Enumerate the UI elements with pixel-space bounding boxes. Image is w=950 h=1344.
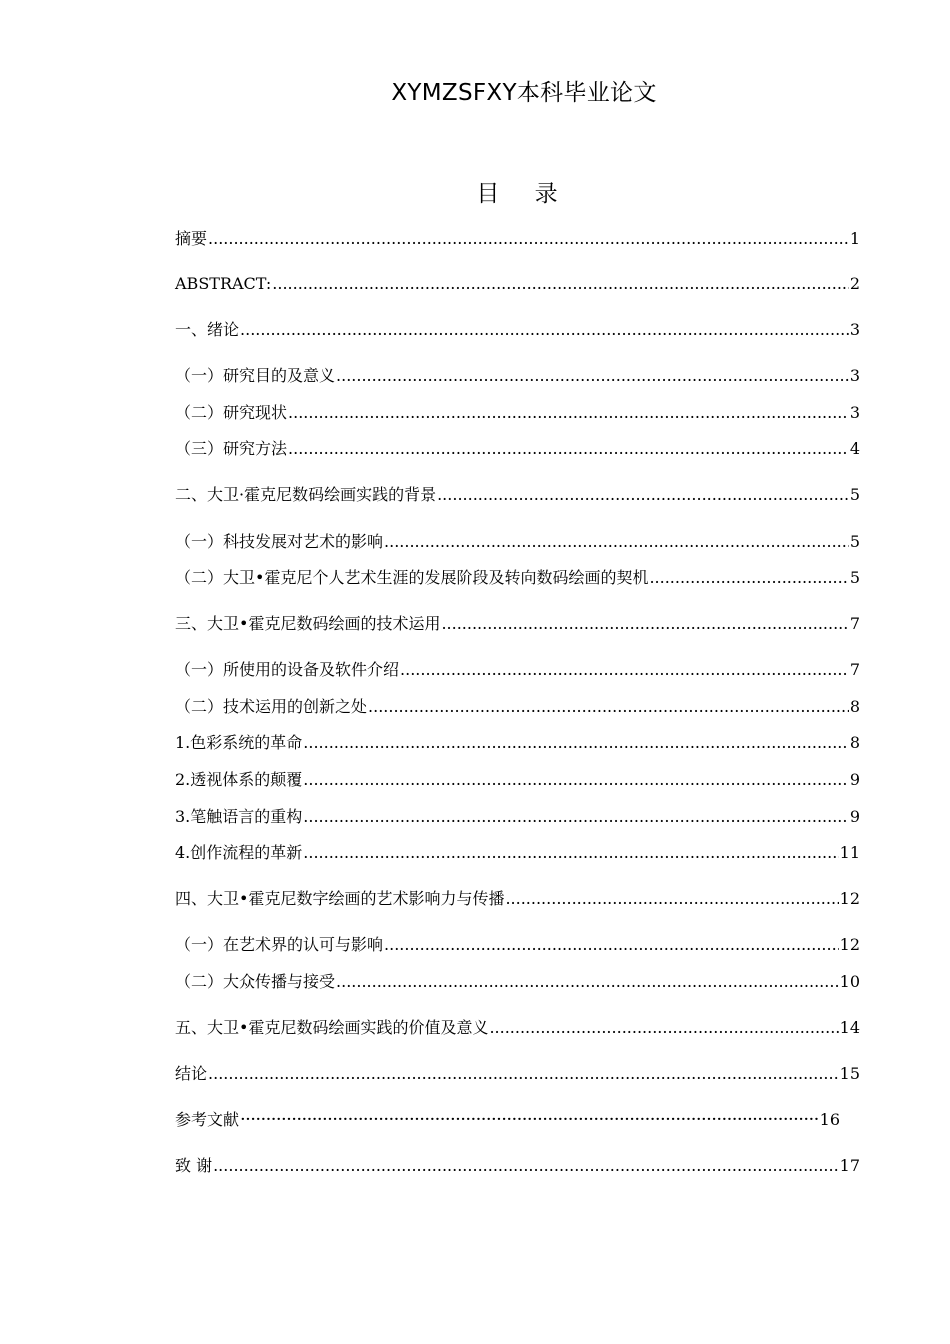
toc-entry-page: 8 xyxy=(849,733,860,752)
toc-entry-page: 3 xyxy=(849,403,860,422)
toc-entry-label: （一）在艺术界的认可与影响 xyxy=(175,935,384,954)
toc-entry-label: （一）所使用的设备及软件介绍 xyxy=(175,660,400,679)
dot-leader xyxy=(272,272,849,296)
toc-entry-page: 9 xyxy=(849,807,860,826)
dot-leader xyxy=(208,1062,839,1086)
toc-entry-conclusion[interactable] xyxy=(175,1062,860,1086)
toc-entry-page: 5 xyxy=(849,568,860,587)
toc-entry-label: （二）技术运用的创新之处 xyxy=(175,697,368,716)
toc-entry-label: （三）研究方法 xyxy=(175,439,288,458)
toc-entry-page: 7 xyxy=(849,614,860,633)
toc-entry-abstract-cn[interactable] xyxy=(175,227,860,251)
dot-leader xyxy=(368,695,849,719)
toc-entry-label: 参考文献 xyxy=(175,1110,240,1129)
toc-entry-chapter-4[interactable] xyxy=(175,887,860,911)
toc-entry-acknowledgements[interactable] xyxy=(175,1154,860,1178)
toc-entry-page: 3 xyxy=(849,320,860,339)
toc-entry-label: 五、大卫•霍克尼数码绘画实践的价值及意义 xyxy=(175,1018,489,1037)
dot-leader xyxy=(303,841,838,865)
toc-entry-label: 三、大卫•霍克尼数码绘画的技术运用 xyxy=(175,614,441,633)
dot-leader xyxy=(288,401,849,425)
toc-entry-page: 12 xyxy=(839,935,860,954)
toc-entry-page: 1 xyxy=(849,229,860,248)
toc-entry-label: 1.色彩系统的革命 xyxy=(175,733,303,752)
toc-entry-page: 15 xyxy=(839,1064,860,1083)
toc-entry-label: 4.创作流程的革新 xyxy=(175,843,303,862)
toc-entry-label: 二、大卫·霍克尼数码绘画实践的背景 xyxy=(175,485,437,504)
toc-entry-subsection-3-2-4[interactable] xyxy=(175,841,860,865)
toc-entry-page: 9 xyxy=(849,770,860,789)
toc-entry-page: 10 xyxy=(839,972,860,991)
toc-entry-label: ABSTRACT: xyxy=(175,274,272,293)
toc-entry-abstract-en[interactable] xyxy=(175,272,860,296)
toc-entry-page: 5 xyxy=(849,532,860,551)
dot-leader xyxy=(303,805,849,829)
toc-entry-section-1-1[interactable] xyxy=(175,364,860,388)
toc-entry-section-2-1[interactable] xyxy=(175,530,860,554)
toc-entry-label: 致 谢 xyxy=(175,1156,213,1175)
dot-leader xyxy=(288,437,849,461)
dot-leader xyxy=(489,1016,838,1040)
toc-entry-label: 2.透视体系的颠覆 xyxy=(175,770,303,789)
toc-entry-section-4-1[interactable] xyxy=(175,933,860,957)
toc-entry-label: （二）大卫•霍克尼个人艺术生涯的发展阶段及转向数码绘画的契机 xyxy=(175,568,649,587)
toc-entry-page: 3 xyxy=(849,366,860,385)
dot-leader xyxy=(303,731,849,755)
dot-leader xyxy=(208,227,849,251)
toc-entry-page: 14 xyxy=(839,1018,860,1037)
toc-entry-label: 结论 xyxy=(175,1064,208,1083)
toc-entry-section-1-2[interactable] xyxy=(175,401,860,425)
toc-entry-page: 11 xyxy=(839,843,860,862)
toc-entry-section-1-3[interactable] xyxy=(175,437,860,461)
dot-leader xyxy=(384,933,839,957)
toc-entry-page: 5 xyxy=(849,485,860,504)
toc-entry-page: 7 xyxy=(849,660,860,679)
dot-leader xyxy=(240,318,849,342)
dot-leader xyxy=(336,364,849,388)
dot-leader xyxy=(649,566,848,590)
dot-leader xyxy=(336,970,839,994)
toc-entry-subsection-3-2-1[interactable] xyxy=(175,731,860,755)
toc-title: 目 录 xyxy=(476,181,572,207)
dot-leader xyxy=(437,483,849,507)
toc-entry-page: 4 xyxy=(849,439,860,458)
toc-entry-page: 16 xyxy=(819,1110,840,1129)
toc-entry-page: 8 xyxy=(849,697,860,716)
dot-leader xyxy=(441,612,848,636)
toc-entry-page: 2 xyxy=(849,274,860,293)
toc-entry-label: （一）研究目的及意义 xyxy=(175,366,336,385)
toc-entry-label: 摘要 xyxy=(175,229,208,248)
toc-entry-section-3-1[interactable] xyxy=(175,658,860,682)
toc-entry-label: 一、绪论 xyxy=(175,320,240,339)
toc-entry-chapter-1[interactable] xyxy=(175,318,860,342)
toc-entry-chapter-5[interactable] xyxy=(175,1016,860,1040)
toc-entry-label: （二）大众传播与接受 xyxy=(175,972,336,991)
toc-entry-section-2-2[interactable] xyxy=(175,566,860,590)
toc-entry-label: 3.笔触语言的重构 xyxy=(175,807,303,826)
toc-entry-label: （二）研究现状 xyxy=(175,403,288,422)
toc-entry-label: （一）科技发展对艺术的影响 xyxy=(175,532,384,551)
dot-leader xyxy=(400,658,849,682)
dot-leader xyxy=(213,1154,839,1178)
toc-entry-chapter-2[interactable] xyxy=(175,483,860,507)
toc-entry-section-3-2[interactable] xyxy=(175,695,860,719)
toc-entry-page: 12 xyxy=(839,889,860,908)
document-header: XYMZSFXY本科毕业论文 xyxy=(391,80,657,106)
toc-entry-subsection-3-2-2[interactable] xyxy=(175,768,860,792)
toc-entry-page: 17 xyxy=(839,1156,860,1175)
toc-entry-label: 四、大卫•霍克尼数字绘画的艺术影响力与传播 xyxy=(175,889,505,908)
toc-entry-subsection-3-2-3[interactable] xyxy=(175,805,860,829)
dot-leader xyxy=(303,768,849,792)
dot-leader xyxy=(505,887,838,911)
dot-leader xyxy=(384,530,849,554)
dot-leader xyxy=(240,1108,819,1132)
toc-entry-references[interactable] xyxy=(175,1108,840,1132)
toc-entry-chapter-3[interactable] xyxy=(175,612,860,636)
toc-entry-section-4-2[interactable] xyxy=(175,970,860,994)
